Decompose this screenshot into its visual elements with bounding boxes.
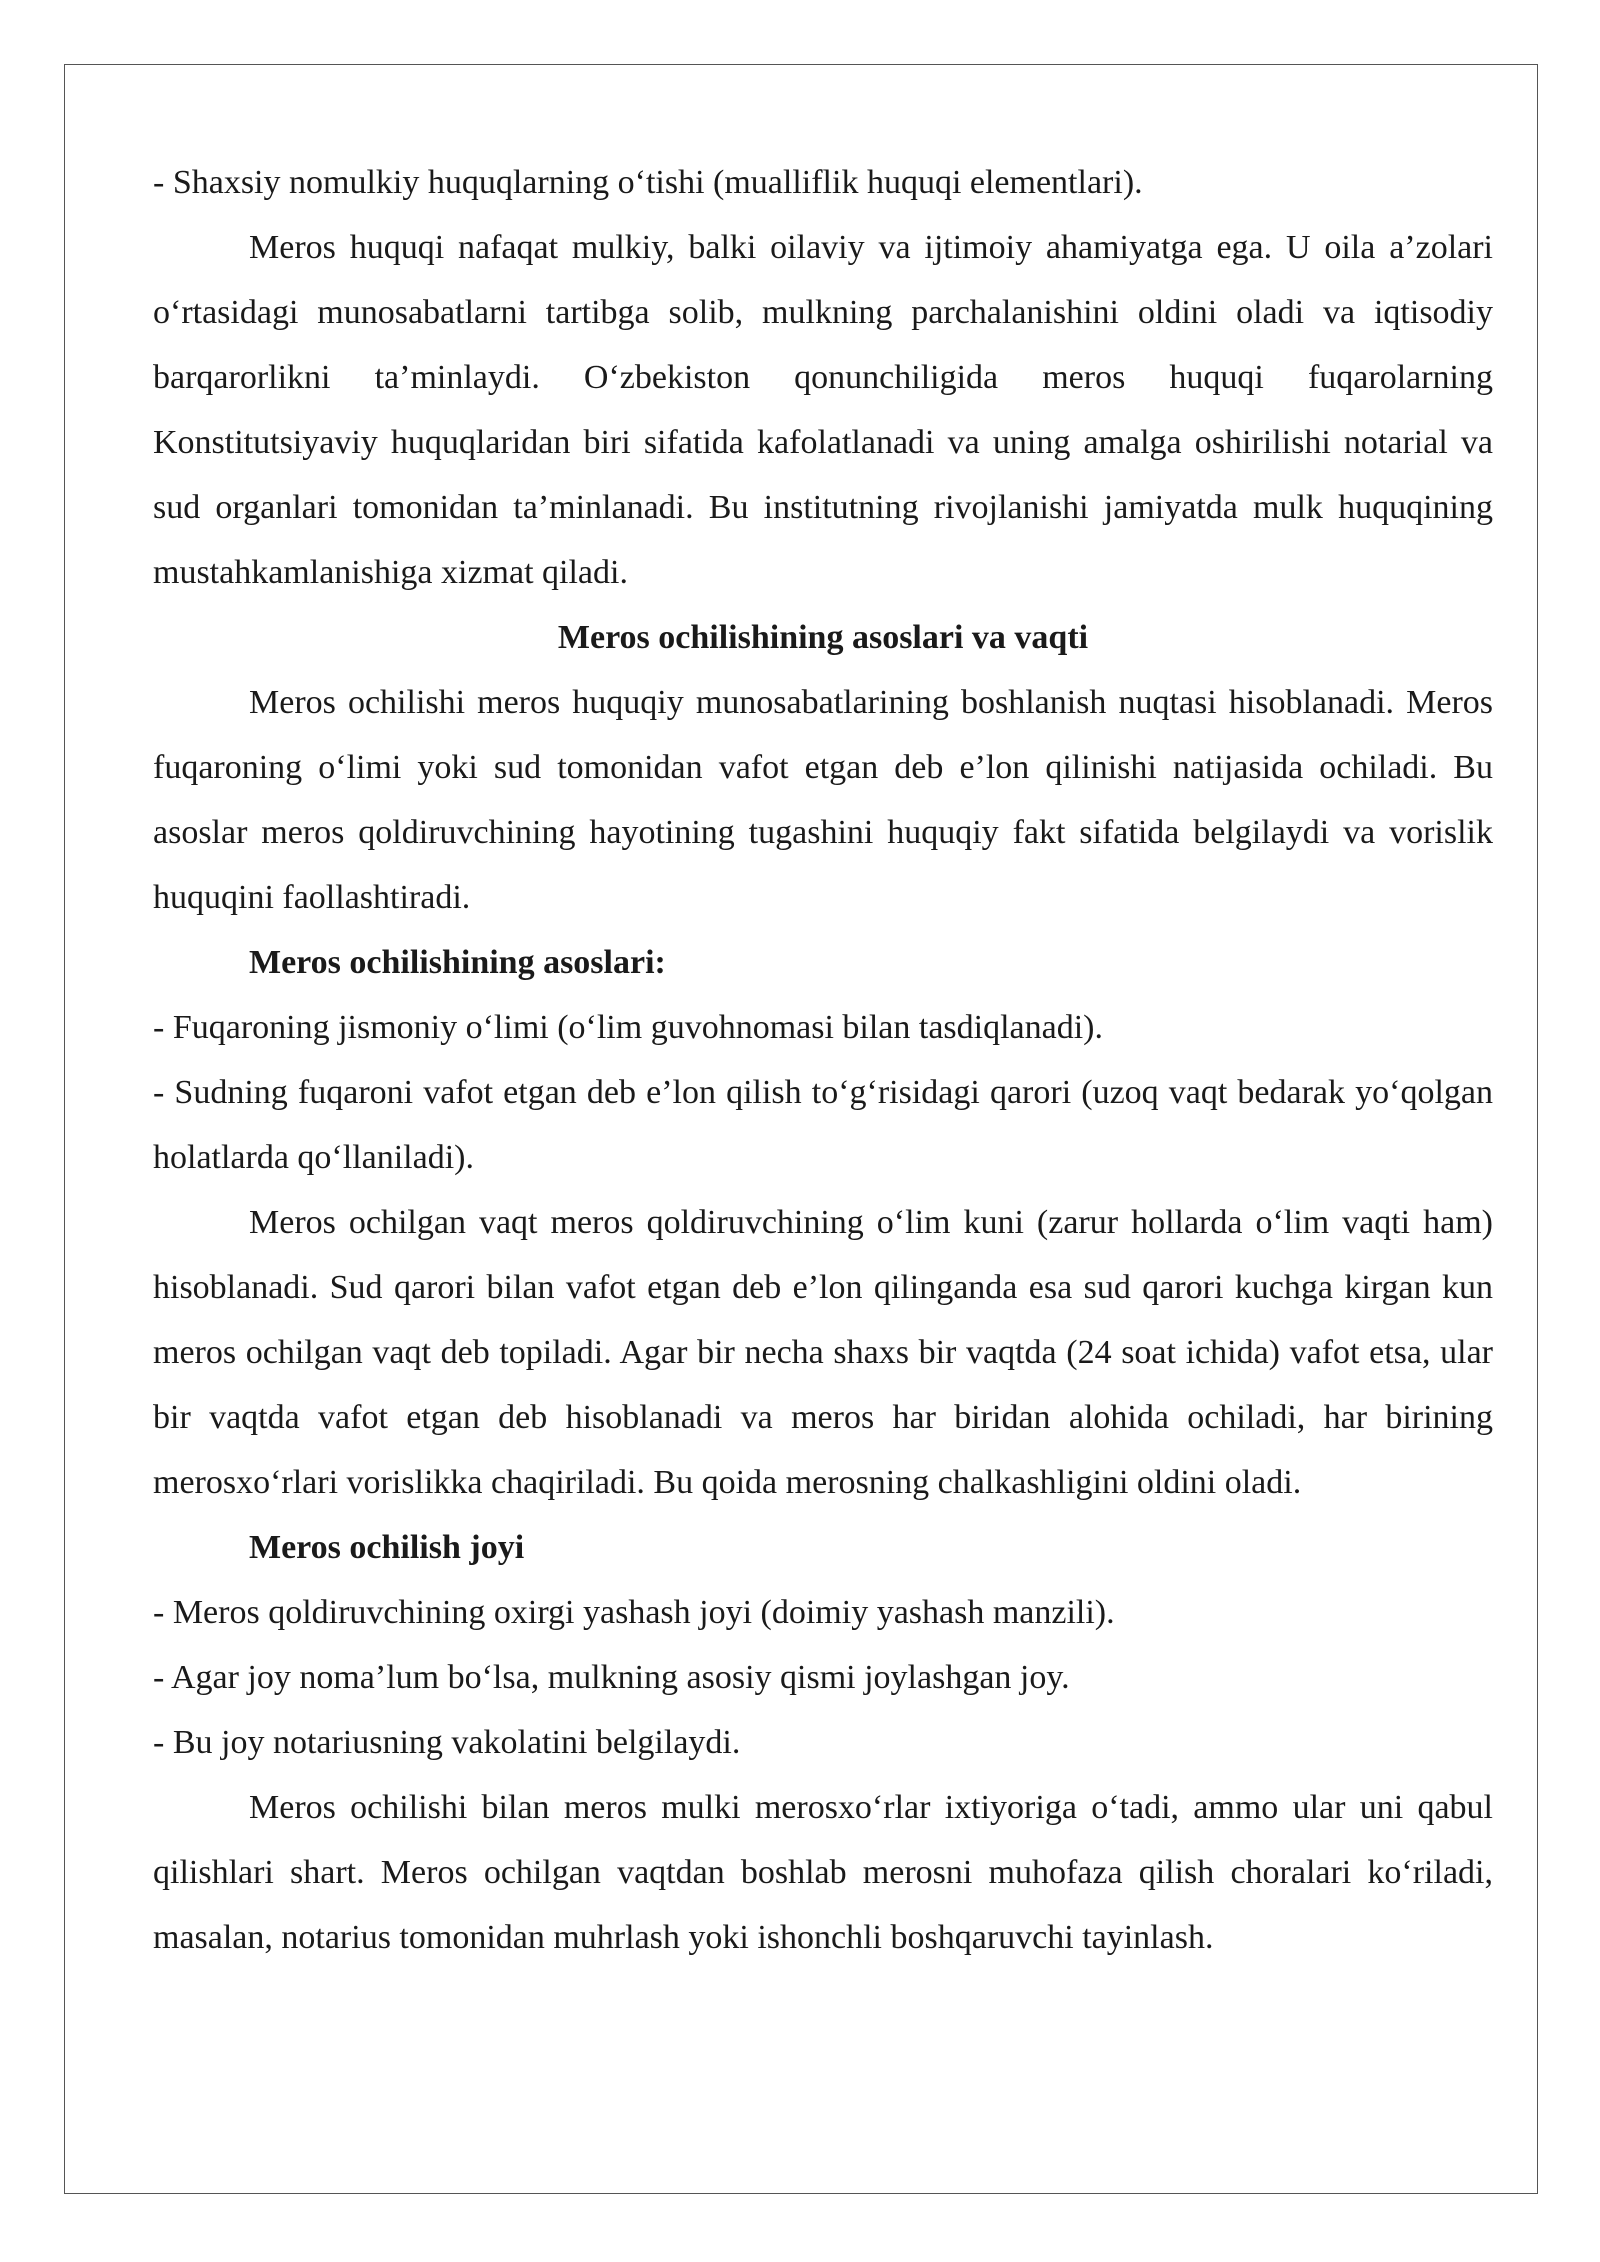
bullet-item: - Shaxsiy nomulkiy huquqlarning o‘tishi (mualliflik huquqi elementlari). <box>153 164 1143 201</box>
subheading: Meros ochilishining asoslari: <box>249 944 666 981</box>
bullet-item: - Bu joy notariusning vakolatini belgilaydi. <box>153 1724 741 1761</box>
document-body <box>153 150 1493 1970</box>
paragraph: Meros ochilgan vaqt meros qoldiruvchining o‘lim kuni (zarur hollarda o‘lim vaqti ham) hisoblanadi. Sud qarori bilan vafot etgan deb e’lon qilinganda esa sud qarori kuchga kirgan kun meros ochilgan vaqt deb topiladi. Agar bir necha shaxs bir vaqtda (24 soat ichida) vafot etsa, ular bir vaqtda vafot etgan deb hisoblanadi va meros har biridan alohida ochiladi, har birining merosxo‘rlari vorislikka chaqiriladi. Bu qoida merosning chalkashligini oldini oladi. <box>153 1204 1493 1501</box>
paragraph: Meros ochilishi meros huquqiy munosabatlarining boshlanish nuqtasi hisoblanadi. Meros fuqaroning o‘limi yoki sud tomonidan vafot etgan deb e’lon qilinishi natijasida ochiladi. Bu asoslar meros qoldiruvchining hayotining tugashini huquqiy fakt sifatida belgilaydi va vorislik huquqini faollashtiradi. <box>153 684 1493 916</box>
bullet-item: - Meros qoldiruvchining oxirgi yashash joyi (doimiy yashash manzili). <box>153 1594 1115 1631</box>
subheading: Meros ochilish joyi <box>249 1529 525 1566</box>
bullet-item: - Sudning fuqaroni vafot etgan deb e’lon qilish to‘g‘risidagi qarori (uzoq vaqt bedarak yo‘qolgan holatlarda qo‘llaniladi). <box>153 1074 1493 1176</box>
bullet-item: - Fuqaroning jismoniy o‘limi (o‘lim guvohnomasi bilan tasdiqlanadi). <box>153 1009 1104 1046</box>
bullet-item: - Agar joy noma’lum bo‘lsa, mulkning asosiy qismi joylashgan joy. <box>153 1659 1070 1696</box>
section-heading: Meros ochilishining asoslari va vaqti <box>557 619 1089 656</box>
paragraph: Meros huquqi nafaqat mulkiy, balki oilaviy va ijtimoiy ahamiyatga ega. U oila a’zolari o‘rtasidagi munosabatlarni tartibga solib, mulkning parchalanishini oldini oladi va iqtisodiy barqarorlikni ta’minlaydi. O‘zbekiston qonunchiligida meros huquqi fuqarolarning Konstitutsiyaviy huquqlaridan biri sifatida kafolatlanadi va uning amalga oshirilishi notarial va sud organlari tomonidan ta’minlanadi. Bu institutning rivojlanishi jamiyatda mulk huquqining mustahkamlanishiga xizmat qiladi. <box>153 229 1493 591</box>
paragraph: Meros ochilishi bilan meros mulki merosxo‘rlar ixtiyoriga o‘tadi, ammo ular uni qabul qilishlari shart. Meros ochilgan vaqtdan boshlab merosni muhofaza qilish choralari ko‘riladi, masalan, notarius tomonidan muhrlash yoki ishonchli boshqaruvchi tayinlash. <box>153 1789 1493 1956</box>
